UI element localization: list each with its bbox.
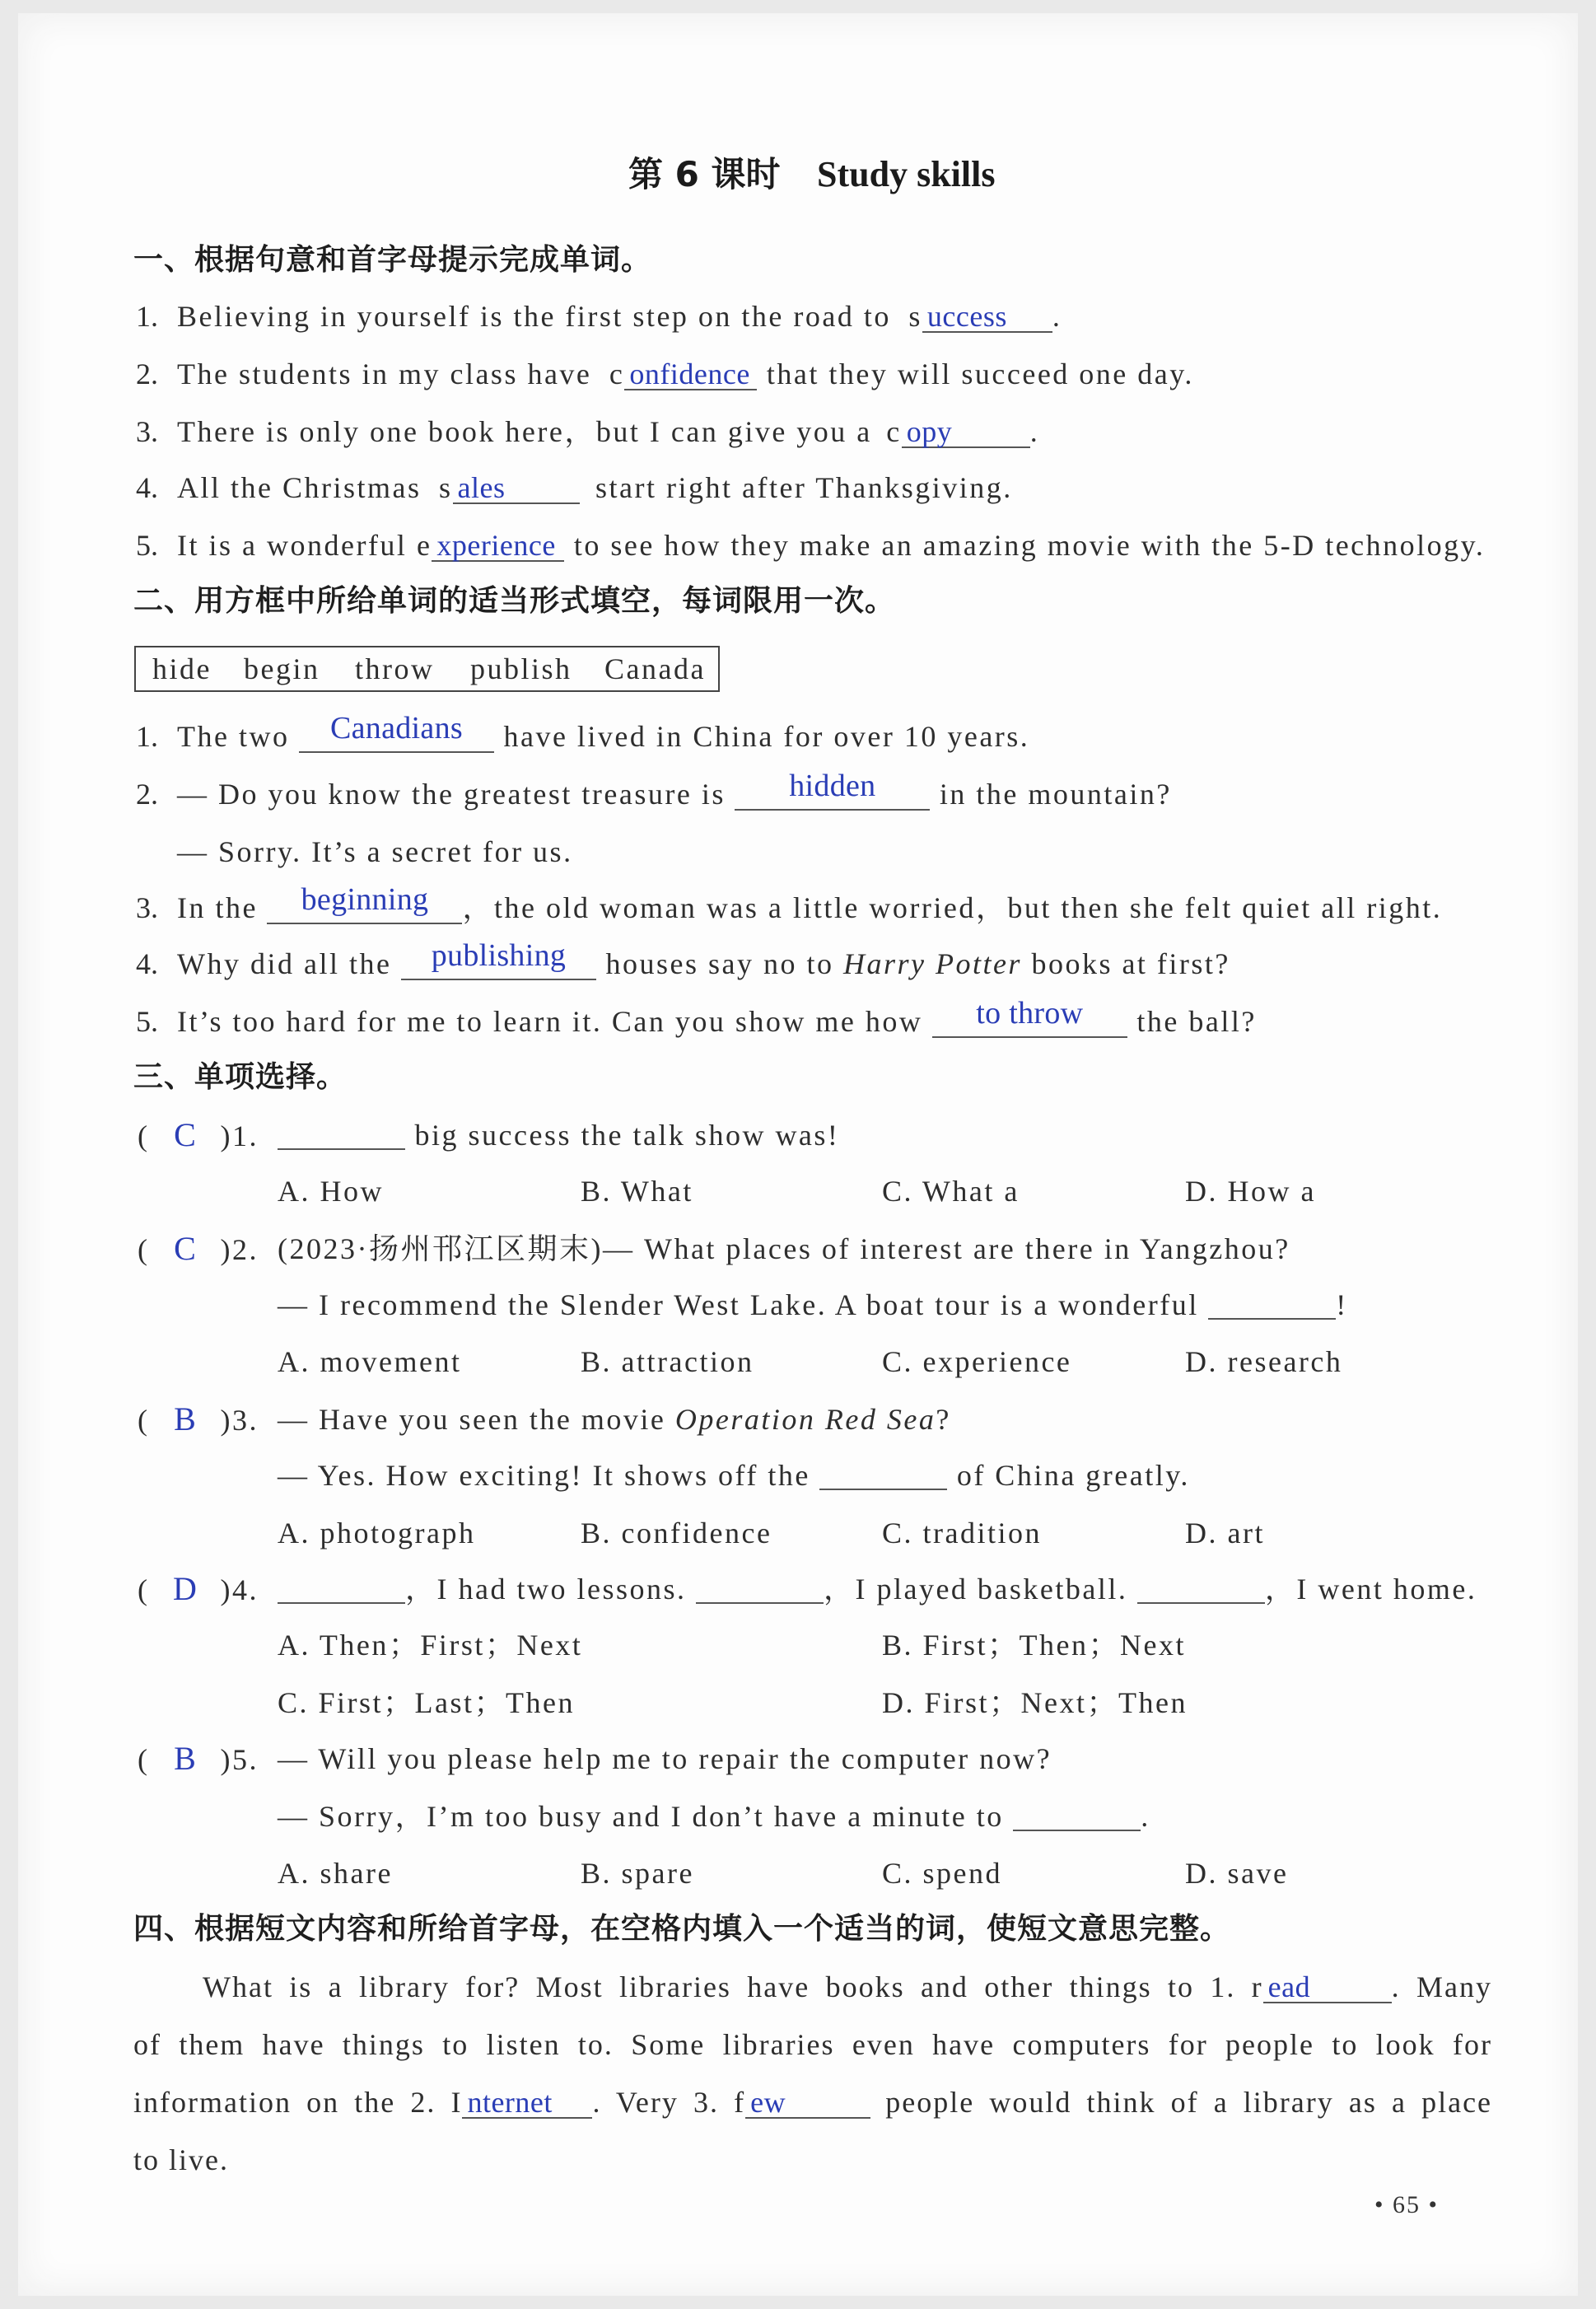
passage-text: What is a library for? Most libraries have books and other things to (203, 1970, 1194, 2003)
s2-item-5 (136, 996, 1257, 1041)
mc-question-5-line2 (0, 1797, 1596, 1836)
mc-question-5 (0, 1739, 1596, 1778)
option-a: A. movement (278, 1345, 462, 1378)
first-letter-hint: s (908, 300, 922, 333)
dialog-reply (278, 1285, 1348, 1325)
sentence-text: in the mountain? (939, 778, 1172, 811)
mc-options-5 (0, 1853, 1596, 1893)
passage-text: . Very (592, 2086, 679, 2119)
item-number: 1. (136, 720, 158, 753)
passage-text: to live. (133, 2143, 229, 2176)
option-b: B. spare (581, 1857, 694, 1890)
option-c: C. spend (882, 1857, 1002, 1890)
question-stem: ，I went home. (1264, 1573, 1477, 1606)
bracket-close: ) (220, 1743, 232, 1776)
sentence-text: ，the old woman was a little worried，but then she felt quiet all right. (462, 891, 1443, 924)
reply-text: of China greatly. (956, 1459, 1190, 1492)
mc-question-4 (0, 1569, 1596, 1609)
handwritten-answer: ales (457, 471, 506, 504)
question-stem: (2023·扬州邗江区期末)— What places of interest are there in Yangzhou? (278, 1232, 1290, 1265)
passage-text: information on the (133, 2086, 396, 2119)
question-text (278, 1115, 839, 1155)
bracket-close: ) (220, 1119, 232, 1152)
passage-line-4 (133, 2140, 1492, 2180)
sentence-text: It is a wonderful (177, 529, 408, 562)
option-d: D. How a (1185, 1175, 1316, 1208)
bracket-close: ) (220, 1404, 232, 1437)
handwritten-answer: Canadians (329, 711, 463, 746)
option-b: B. confidence (581, 1517, 772, 1549)
item-number: 4. (136, 947, 158, 980)
answer-blank (299, 711, 494, 753)
option-a: A. How (278, 1175, 384, 1208)
passage-text: . Many (1391, 1970, 1493, 2003)
word-box-item: hide (152, 652, 212, 685)
sentence-text: houses say no to (605, 947, 834, 980)
sentence-text: . (1029, 415, 1040, 448)
sentence-text: There is only one book here，but I can give you a (177, 415, 872, 448)
blank-number: 1. (1210, 1970, 1236, 2003)
section3-heading: 三、单项选择。 (133, 1060, 348, 1094)
question-stem: ? (936, 1403, 951, 1436)
lesson-title-cn: 第 6 课时 (628, 154, 781, 194)
handwritten-answer: hidden (789, 769, 876, 803)
answer-blank (267, 882, 462, 924)
option-a: A. photograph (278, 1517, 476, 1549)
question-stem: — Have you seen the movie (278, 1403, 666, 1436)
answer-bracket (138, 1569, 259, 1610)
sentence-text: . (1052, 300, 1062, 333)
item-number: 4. (136, 471, 158, 504)
answer-blank (1013, 1805, 1141, 1831)
question-number: 2. (232, 1233, 259, 1266)
word-box-item: Canada (604, 652, 706, 685)
handwritten-answer: opy (906, 415, 953, 448)
reply-text: . (1141, 1800, 1150, 1833)
word-box-item: throw (355, 652, 435, 685)
sentence-text: to see how they make an amazing movie with the 5-D technology. (573, 529, 1486, 562)
option-c: C. experience (882, 1345, 1072, 1378)
sentence-text: start right after Thanksgiving. (595, 471, 1013, 504)
lesson-title-en: Study skills (817, 154, 996, 194)
first-letter-hint: e (416, 529, 432, 562)
question-number: 3. (232, 1404, 259, 1437)
word-box-item: publish (470, 652, 572, 685)
answer-blank (624, 358, 757, 390)
option-b: B. First；Then；Next (882, 1629, 1186, 1662)
s1-item-3 (136, 412, 1039, 451)
option-d: D. First；Next；Then (882, 1686, 1188, 1719)
item-number: 1. (136, 300, 158, 333)
option-c: C. tradition (882, 1517, 1042, 1549)
sentence-text: All the Christmas (177, 471, 422, 504)
sentence-text: that they will succeed one day. (766, 358, 1194, 390)
question-text (278, 1569, 1477, 1609)
book-title: Harry Potter (842, 947, 1022, 980)
item-number: 5. (136, 529, 158, 562)
option-a: A. Then；First；Next (278, 1629, 583, 1662)
bracket-close: ) (220, 1573, 232, 1606)
option-b: B. attraction (581, 1345, 754, 1378)
sentence-text: books at first? (1031, 947, 1230, 980)
dialog-reply (278, 1797, 1150, 1836)
mc-question-2-line2 (0, 1285, 1596, 1325)
first-letter-hint: c (886, 415, 902, 448)
passage-line-2 (133, 2025, 1492, 2064)
mc-options-2 (0, 1342, 1596, 1381)
bracket-open: ( (138, 1119, 150, 1152)
item-number: 3. (136, 415, 158, 448)
s2-item-4 (136, 938, 1230, 984)
handwritten-answer: nternet (467, 2086, 553, 2119)
option-b: B. What (581, 1175, 693, 1208)
answer-blank (922, 300, 1052, 333)
blank-number: 3. (693, 2086, 720, 2119)
question-stem: — Will you please help me to repair the computer now? (278, 1742, 1052, 1775)
section1-heading: 一、根据句意和首字母提示完成单词。 (133, 243, 652, 277)
sentence-text: have lived in China for over 10 years. (503, 720, 1030, 753)
mc-question-3-line2 (0, 1456, 1596, 1495)
s1-item-1 (136, 297, 1062, 336)
mc-options-3 (0, 1513, 1596, 1553)
passage-text: people would think of a library as a place (885, 2086, 1493, 2119)
reply-text: ! (1336, 1288, 1348, 1321)
handwritten-answer: to throw (976, 996, 1084, 1031)
handwritten-choice: C (174, 1230, 196, 1267)
option-c: C. What a (882, 1175, 1020, 1208)
answer-blank (735, 769, 930, 811)
answer-blank (745, 2086, 870, 2119)
mc-options-4-row2 (0, 1683, 1596, 1722)
sentence-text: It’s too hard for me to learn it. Can you show me how (177, 1005, 923, 1038)
sentence-text: The students in my class have (177, 358, 592, 390)
blank-number: 2. (410, 2086, 436, 2119)
passage-line-3 (133, 2082, 1492, 2122)
answer-blank (1137, 1578, 1265, 1604)
handwritten-answer: ead (1267, 1970, 1311, 2003)
bracket-open: ( (138, 1233, 150, 1266)
answer-blank (462, 2086, 592, 2119)
first-letter-hint: c (609, 358, 625, 390)
section4-heading: 四、根据短文内容和所给首字母，在空格内填入一个适当的词，使短文意思完整。 (133, 1912, 1231, 1946)
answer-blank (902, 415, 1030, 448)
question-stem: big success the talk show was! (414, 1119, 840, 1152)
sentence-text: Why did all the (177, 947, 392, 980)
answer-blank (278, 1578, 405, 1604)
s2-item-2-reply (177, 832, 573, 872)
s1-item-5 (136, 526, 1485, 565)
answer-blank (932, 996, 1127, 1038)
answer-blank (696, 1578, 824, 1604)
handwritten-choice: D (173, 1570, 197, 1607)
answer-blank (453, 471, 580, 504)
answer-bracket (138, 1400, 259, 1440)
handwritten-answer: uccess (926, 300, 1007, 333)
s2-item-3 (136, 882, 1443, 928)
handwritten-answer: beginning (301, 882, 429, 917)
question-stem: ，I had two lessons. (405, 1573, 687, 1606)
answer-blank (401, 938, 596, 980)
option-a: A. share (278, 1857, 393, 1890)
question-number: 1. (232, 1119, 259, 1152)
answer-bracket (138, 1115, 259, 1156)
question-number: 5. (232, 1743, 259, 1776)
answer-bracket (138, 1739, 259, 1779)
answer-blank (278, 1124, 405, 1150)
dialog-reply (278, 1456, 1190, 1495)
handwritten-choice: C (174, 1116, 196, 1153)
question-stem: ，I played basketball. (823, 1573, 1128, 1606)
movie-title: Operation Red Sea (674, 1403, 936, 1436)
reply-text: — Yes. How exciting! It shows off the (278, 1459, 810, 1492)
item-number: 3. (136, 891, 158, 924)
dialog-reply: — Sorry. It’s a secret for us. (177, 835, 573, 868)
mc-question-1 (0, 1115, 1596, 1155)
s1-item-2 (136, 354, 1194, 394)
bracket-open: ( (138, 1573, 150, 1606)
handwritten-answer: xperience (436, 529, 556, 562)
handwritten-answer: onfidence (629, 358, 750, 390)
bracket-open: ( (138, 1404, 150, 1437)
option-d: D. save (1185, 1857, 1289, 1890)
option-d: D. art (1185, 1517, 1265, 1549)
first-letter-hint: s (439, 471, 453, 504)
option-d: D. research (1185, 1345, 1343, 1378)
first-letter-hint: I (450, 2086, 463, 2119)
page-number: • 65 • (1374, 2191, 1440, 2218)
first-letter-hint: r (1251, 1970, 1263, 2003)
answer-bracket (138, 1229, 259, 1269)
sentence-text: In the (177, 891, 258, 924)
mc-options-1 (0, 1171, 1596, 1211)
mc-question-3 (0, 1400, 1596, 1439)
question-number: 4. (232, 1573, 259, 1606)
handwritten-choice: B (174, 1400, 196, 1437)
item-number: 5. (136, 1005, 158, 1038)
s2-item-2 (136, 769, 1172, 814)
sentence-text: — Do you know the greatest treasure is (177, 778, 726, 811)
first-letter-hint: f (734, 2086, 746, 2119)
handwritten-answer: publishing (431, 938, 567, 973)
sentence-text: Believing in yourself is the first step on the road to (177, 300, 891, 333)
question-text (278, 1400, 951, 1439)
mc-question-2 (0, 1229, 1596, 1269)
section2-heading: 二、用方框中所给单词的适当形式填空，每词限用一次。 (133, 584, 896, 618)
answer-blank (1263, 1970, 1392, 2003)
bracket-close: ) (220, 1233, 232, 1266)
bracket-open: ( (138, 1743, 150, 1776)
handwritten-choice: B (174, 1740, 196, 1777)
handwritten-answer: ew (750, 2086, 786, 2119)
sentence-text: the ball? (1136, 1005, 1257, 1038)
sentence-text: The two (177, 720, 290, 753)
s2-item-1 (136, 711, 1030, 756)
passage-text: of them have things to listen to. Some libraries even have computers for people to look for (133, 2028, 1492, 2061)
answer-blank (819, 1464, 947, 1490)
item-number: 2. (136, 358, 158, 390)
word-box (134, 646, 720, 692)
passage-line-1 (203, 1967, 1492, 2007)
word-box-item: begin (244, 652, 320, 685)
reply-text: — Sorry，I’m too busy and I don’t have a minute to (278, 1800, 1004, 1833)
mc-options-4-row1 (0, 1625, 1596, 1665)
item-number: 2. (136, 778, 158, 811)
answer-blank (432, 529, 564, 562)
option-c: C. First；Last；Then (278, 1686, 575, 1719)
reply-text: — I recommend the Slender West Lake. A boat tour is a wonderful (278, 1288, 1199, 1321)
s1-item-4 (136, 468, 1013, 507)
answer-blank (1208, 1293, 1336, 1320)
